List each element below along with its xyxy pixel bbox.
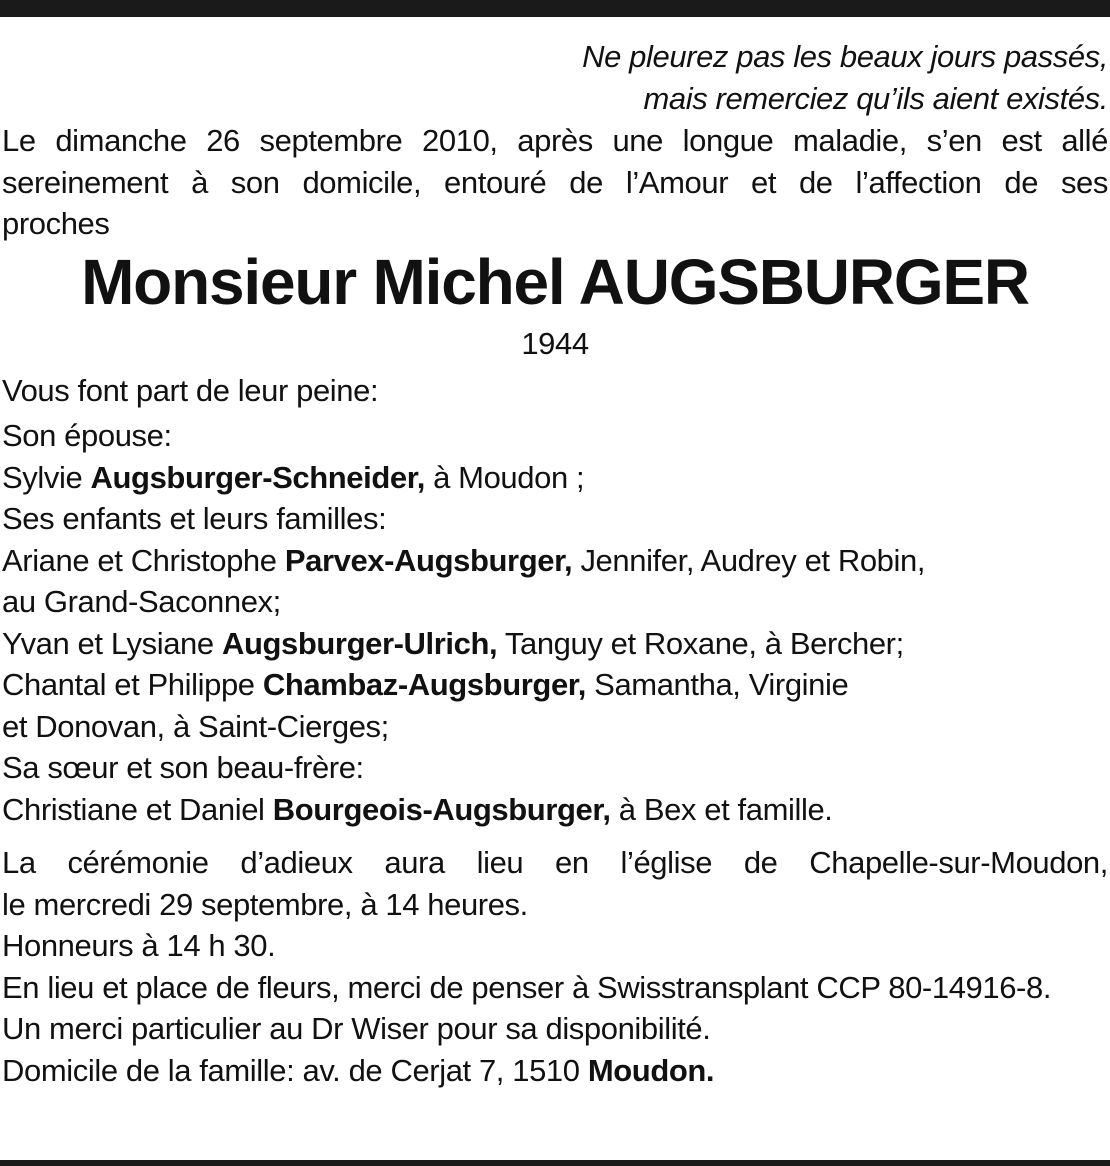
- spouse-surname: Augsburger-Schneider,: [90, 459, 425, 495]
- sibling-surname: Bourgeois-Augsburger,: [272, 791, 611, 827]
- ceremony-details: [2, 842, 1108, 1091]
- children-heading: Ses enfants et leurs familles:: [2, 501, 387, 536]
- intro-paragraph: [2, 120, 1108, 245]
- child2-surname: Augsburger-Ulrich,: [221, 625, 498, 661]
- birth-year: 1944: [521, 325, 589, 361]
- sibling-heading: Sa sœur et son beau-frère:: [2, 750, 364, 785]
- top-border-rule: [0, 0, 1110, 17]
- spouse-entry: [2, 457, 1108, 499]
- intro-line-2: sereinement à son domicile, entouré de l’Amour et de l’affection de ses: [2, 164, 1108, 200]
- announcement-line: [2, 370, 1108, 412]
- sibling-rest: à Bex et famille.: [610, 791, 833, 827]
- quote-line-2: mais remerciez qu’ils aient existés.: [643, 81, 1108, 116]
- spouse-heading: Son épouse:: [2, 418, 172, 453]
- child3-rest: Samantha, Virginie: [585, 667, 849, 702]
- spouse-first-name: Sylvie: [2, 459, 91, 495]
- thanks-line: Un merci particulier au Dr Wiser pour sa disponibilité.: [2, 1011, 711, 1046]
- obituary-notice: [2, 36, 1108, 1091]
- child2-first-names: Yvan et Lysiane: [2, 625, 222, 661]
- ceremony-line-2: le mercredi 29 septembre, à 14 heures.: [2, 886, 528, 922]
- intro-line-3: proches: [2, 206, 110, 241]
- honours-line: Honneurs à 14 h 30.: [2, 928, 276, 963]
- ceremony-line-1: La cérémonie d’adieux aura lieu en l’église de Chapelle-sur-Moudon,: [2, 845, 1108, 880]
- family-list: [2, 415, 1108, 830]
- epigraph-quote: [2, 36, 1108, 120]
- child-entry-3-cont: et Donovan, à Saint-Cierges;: [2, 708, 389, 744]
- quote-line-1: Ne pleurez pas les beaux jours passés,: [582, 39, 1108, 74]
- bottom-border-rule: [0, 1160, 1110, 1166]
- child1-rest: Jennifer, Audrey et Robin,: [572, 542, 926, 578]
- deceased-name: Monsieur Michel AUGSBURGER: [81, 245, 1029, 318]
- child-entry-3: [2, 664, 1108, 706]
- child2-rest: Tanguy et Roxane, à Bercher;: [497, 625, 904, 661]
- child-entry-2: [2, 623, 1108, 665]
- child3-first-names: Chantal et Philippe: [2, 667, 263, 702]
- domicile-line: [2, 1050, 1108, 1092]
- flowers-line: En lieu et place de fleurs, merci de penser à Swisstransplant CCP 80-14916-8.: [2, 969, 1052, 1005]
- child-entry-1: [2, 540, 1108, 582]
- child1-first-names: Ariane et Christophe: [2, 542, 285, 578]
- domicile-city: Moudon.: [587, 1052, 715, 1088]
- sibling-first-names: Christiane et Daniel: [2, 791, 273, 827]
- sibling-entry: [2, 789, 1108, 831]
- spouse-location: à Moudon ;: [424, 459, 585, 495]
- intro-line-1: Le dimanche 26 septembre 2010, après une longue maladie, s’en est allé: [2, 123, 1108, 158]
- domicile-address: Domicile de la famille: av. de Cerjat 7, 1510: [2, 1052, 588, 1088]
- child3-surname: Chambaz-Augsburger,: [262, 667, 586, 702]
- child-entry-1-cont: au Grand-Saconnex;: [2, 584, 281, 619]
- announcement-text: Vous font part de leur peine:: [2, 372, 379, 408]
- child1-surname: Parvex-Augsburger,: [284, 542, 573, 578]
